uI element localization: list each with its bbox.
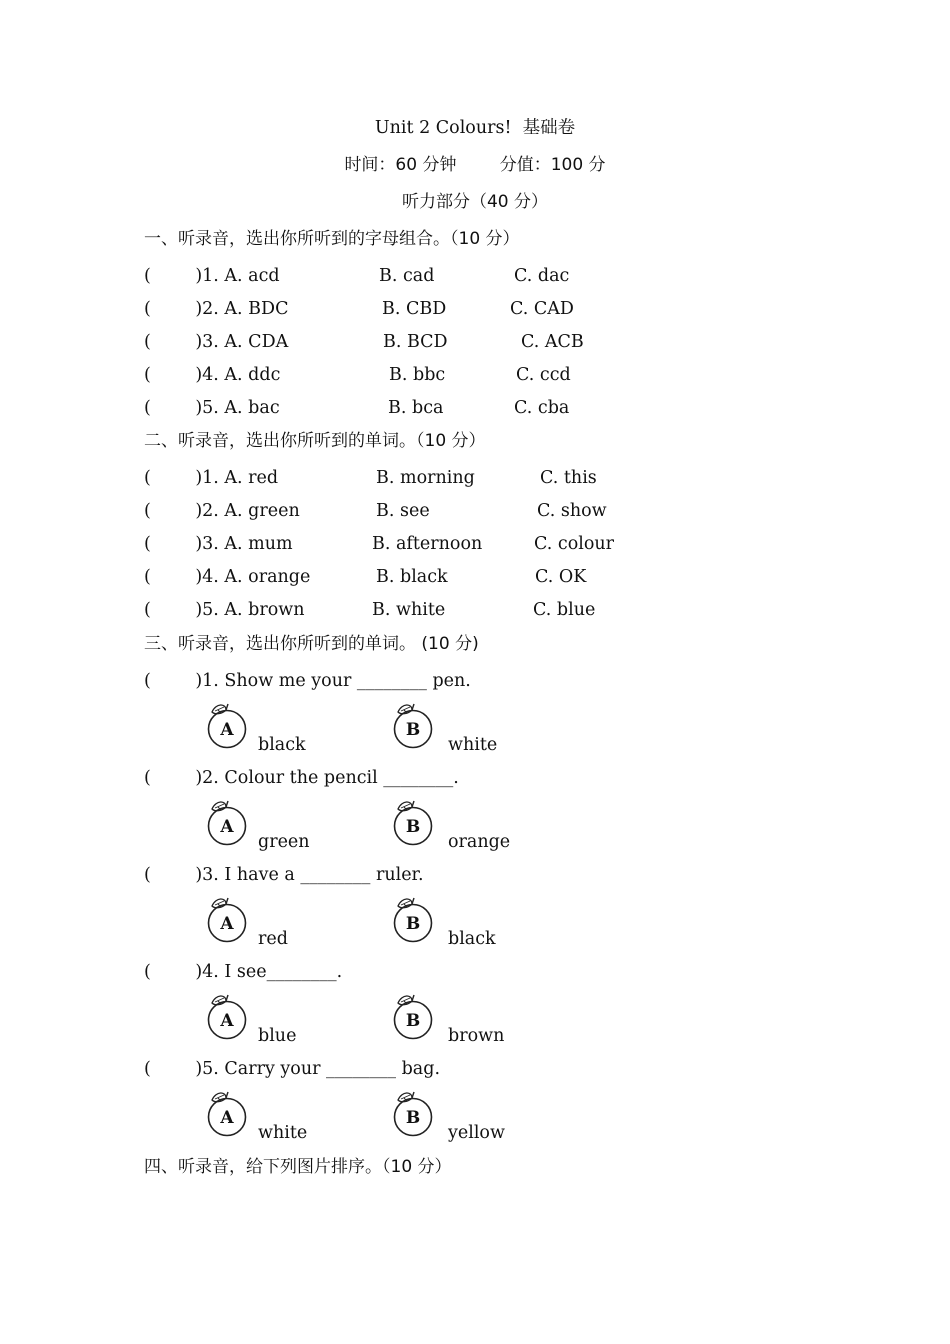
- s3-q1-option-b: white: [448, 735, 498, 755]
- s1-q1-c: C. dac: [514, 266, 570, 286]
- svg-text:B: B: [405, 720, 421, 740]
- s2-q3-b: B. afternoon: [372, 534, 483, 554]
- apple-icon: [200, 991, 250, 1041]
- s3-q3-option-a: red: [258, 929, 288, 949]
- apple-icon: [386, 1088, 436, 1138]
- s2-q1-b: B. morning: [376, 468, 475, 488]
- s2-q1-c: C. this: [540, 468, 597, 488]
- s1-q2-c: C. CAD: [510, 299, 574, 319]
- s2-q1-a: ( )1. A. red: [144, 468, 279, 488]
- s1-q2-b: B. CBD: [382, 299, 447, 319]
- s3-question-2: ( )2. Colour the pencil ________.: [144, 768, 459, 788]
- s1-q2-a: ( )2. A. BDC: [144, 299, 289, 319]
- s3-q1-option-a: black: [258, 735, 306, 755]
- section3-heading: 三、听录音，选出你所听到的单词。 (10 分): [144, 634, 479, 654]
- svg-text:B: B: [405, 914, 421, 934]
- section2-heading: 二、听录音，选出你所听到的单词。（10 分）: [144, 431, 486, 451]
- s1-q4-b: B. bbc: [389, 365, 446, 385]
- s2-q3-a: ( )3. A. mum: [144, 534, 293, 554]
- s3-question-1: ( )1. Show me your ________ pen.: [144, 671, 471, 691]
- s1-q4-a: ( )4. A. ddc: [144, 365, 281, 385]
- s3-q2-option-a: green: [258, 832, 310, 852]
- svg-text:A: A: [220, 914, 234, 934]
- s3-question-5: ( )5. Carry your ________ bag.: [144, 1059, 441, 1079]
- s3-q5-option-b: yellow: [448, 1123, 505, 1143]
- s1-q3-a: ( )3. A. CDA: [144, 332, 289, 352]
- s3-q2-option-b: orange: [448, 832, 511, 852]
- time-score-line: 时间：60 分钟 分值：100 分: [344, 155, 606, 175]
- apple-icon: [200, 894, 250, 944]
- svg-text:A: A: [220, 1011, 234, 1031]
- s2-q4-c: C. OK: [535, 567, 587, 587]
- s1-q1-a: ( )1. A. acd: [144, 266, 280, 286]
- s2-q2-a: ( )2. A. green: [144, 501, 300, 521]
- s2-q5-c: C. blue: [533, 600, 596, 620]
- apple-icon: [386, 797, 436, 847]
- s1-q4-c: C. ccd: [516, 365, 571, 385]
- s3-question-3: ( )3. I have a ________ ruler.: [144, 865, 424, 885]
- section1-heading: 一、听录音，选出你所听到的字母组合。（10 分）: [144, 229, 520, 249]
- page-title: Unit 2 Colours! 基础卷: [374, 118, 576, 138]
- apple-icon: [386, 991, 436, 1041]
- s1-q1-b: B. cad: [379, 266, 435, 286]
- apple-icon: [200, 1088, 250, 1138]
- s1-q3-b: B. BCD: [383, 332, 448, 352]
- apple-icon: [386, 700, 436, 750]
- part-heading: 听力部分（40 分）: [401, 192, 549, 212]
- apple-icon: [386, 894, 436, 944]
- s1-q5-c: C. cba: [514, 398, 570, 418]
- svg-text:A: A: [220, 720, 234, 740]
- s1-q5-b: B. bca: [388, 398, 444, 418]
- s3-q4-option-a: blue: [258, 1026, 297, 1046]
- s3-q5-option-a: white: [258, 1123, 308, 1143]
- svg-text:A: A: [220, 817, 234, 837]
- svg-text:B: B: [405, 1011, 421, 1031]
- s2-q5-a: ( )5. A. brown: [144, 600, 305, 620]
- s2-q3-c: C. colour: [534, 534, 614, 554]
- apple-icon: [200, 797, 250, 847]
- apple-icon: [200, 700, 250, 750]
- svg-text:B: B: [405, 1108, 421, 1128]
- s2-q4-b: B. black: [376, 567, 448, 587]
- s2-q2-c: C. show: [537, 501, 607, 521]
- s2-q4-a: ( )4. A. orange: [144, 567, 311, 587]
- svg-text:A: A: [220, 1108, 234, 1128]
- s3-q3-option-b: black: [448, 929, 496, 949]
- s2-q5-b: B. white: [372, 600, 446, 620]
- s3-question-4: ( )4. I see________.: [144, 962, 343, 982]
- s1-q3-c: C. ACB: [521, 332, 584, 352]
- svg-text:B: B: [405, 817, 421, 837]
- s1-q5-a: ( )5. A. bac: [144, 398, 280, 418]
- s3-q4-option-b: brown: [448, 1026, 505, 1046]
- s2-q2-b: B. see: [376, 501, 430, 521]
- section4-heading: 四、听录音，给下列图片排序。（10 分）: [144, 1157, 452, 1177]
